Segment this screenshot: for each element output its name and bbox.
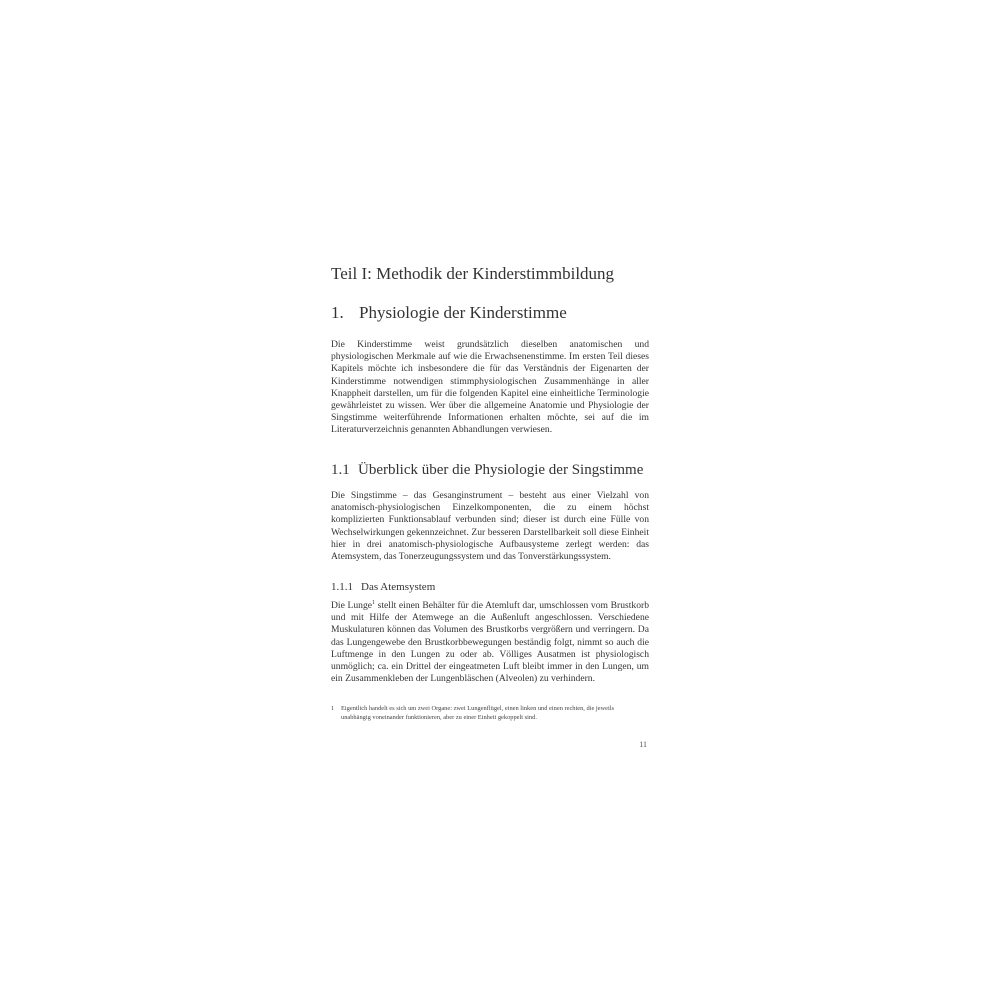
chapter-number: 1.: [331, 303, 344, 322]
chapter-title: Physiologie der Kinderstimme: [359, 303, 567, 322]
section-heading: [331, 460, 643, 480]
section-number: 1.1: [331, 462, 350, 478]
page-number: 11: [639, 740, 647, 749]
chapter-heading: [331, 302, 567, 324]
subsection-title: Das Atemsystem: [361, 581, 436, 593]
section-title: Überblick über die Physiologie der Singstimme: [358, 462, 644, 478]
footnote-text: Eigentlich handelt es sich um zwei Organe: zwei Lungenflügel, einen linken und einen rechten, die jeweils unabhängig voneinander funktionieren, aber zu einer Einheit gekoppelt sind.: [341, 705, 614, 721]
subsection-paragraph: [331, 600, 649, 685]
section-paragraph: Die Singstimme – das Gesanginstrument – besteht aus einer Vielzahl von anatomisch-physiologischen Einzelkomponenten, die zu einem höchst komplizierten Funktionsablauf verbunden sind; dieser ist durch eine Fülle von Wechselwirkungen gekennzeichnet. Zur besseren Darstellbarkeit soll diese Einheit hier in drei anatomisch-physiologische Aufbausysteme zerlegt werden: das Atemsystem, das Tonerzeugungssystem und das Tonverstärkungssystem.: [331, 490, 649, 563]
footnote-mark: 1: [331, 705, 335, 712]
paragraph-rest: stellt einen Behälter für die Atemluft dar, umschlossen vom Brustkorb und mit Hilfe der Atemwege an die Außenluft angeschlossen. Verschiedene Muskulaturen können das Volumen des Brustkorbs vergrößern und verringern. Da das Lungengewebe den Brustkorbbewegungen beständig folgt, nimmt so auch die Luftmenge in den Lungen zu oder ab. Völliges Ausatmen ist physiologisch unmöglich; ca. ein Drittel der eingeatmeten Luft bleibt immer in den Lungen, um ein Zusammenkleben der Lungenbläschen (Alveolen) zu verhindern.: [331, 600, 649, 685]
subsection-heading: [331, 580, 435, 594]
book-page: [331, 0, 649, 1000]
footnote: [331, 704, 649, 722]
paragraph-start: Die Lunge: [331, 600, 372, 611]
part-title: Teil I: Methodik der Kinderstimmbildung: [331, 264, 615, 283]
intro-paragraph: Die Kinderstimme weist grundsätzlich dieselben anatomischen und physiologischen Merkmale auf wie die Erwachsenenstimme. Im ersten Teil dieses Kapitels möchte ich insbesondere die für das Verständnis der Eigenarten der Kinderstimme notwendigen stimmphysiologischen Zusammenhänge in aller Knappheit darstellen, um für die folgenden Kapitel eine einheitliche Terminologie gewährleistet zu wissen. Wer über die allgemeine Anatomie und Physiologie der Singstimme weiterführende Informationen erhalten möchte, sei auf die im Literaturverzeichnis genannten Abhandlungen verwiesen.: [331, 339, 649, 436]
footnote-reference[interactable]: 1: [372, 599, 375, 606]
subsection-number: 1.1.1: [331, 581, 353, 593]
